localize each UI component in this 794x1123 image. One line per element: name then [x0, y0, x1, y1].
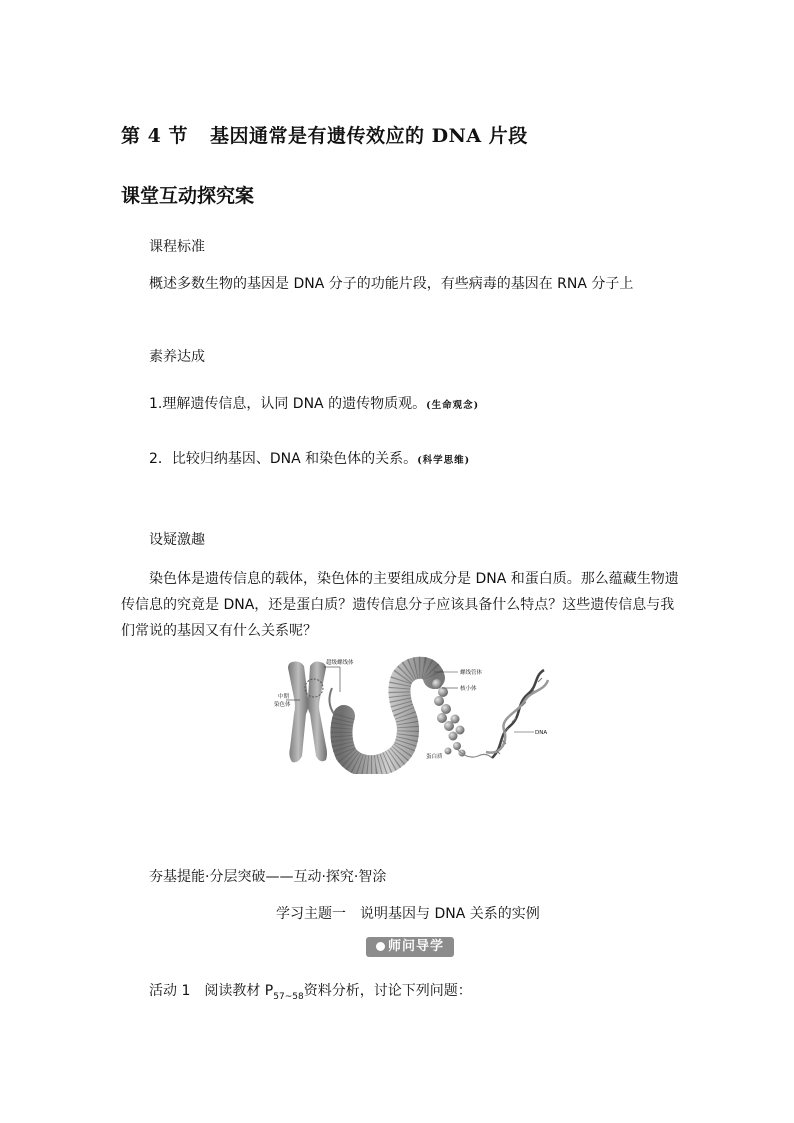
inquiry-heading: 设疑激趣 [149, 532, 205, 548]
literacy-item-2-tag: (科学思维) [417, 455, 471, 466]
badge-icon [376, 942, 385, 951]
label-dna: DNA [535, 730, 548, 736]
teacher-guide-badge [366, 937, 454, 957]
literacy-heading: 素养达成 [149, 349, 205, 365]
activity-suffix: 资料分析，讨论下列问题： [303, 983, 472, 999]
literacy-item-1 [149, 393, 479, 413]
badge-label: 师问导学 [387, 939, 444, 954]
label-solenoid: 螺线管体 [460, 670, 483, 676]
section-bar: 夯基提能·分层突破——互动·探究·智涂 [149, 869, 387, 885]
activity-prefix: 活动 1 阅读教材 P [149, 983, 274, 999]
chromosome-structure-figure [272, 656, 562, 774]
literacy-item-1-text: 1.理解遗传信息，认同 DNA 的遗传物质观。 [149, 396, 427, 412]
course-standard-heading: 课程标准 [149, 239, 205, 255]
topic-heading: 学习主题一 说明基因与 DNA 关系的实例 [276, 906, 540, 922]
metaphase-chromosome [288, 662, 327, 763]
literacy-item-2 [149, 448, 470, 468]
literacy-item-1-tag: (生命观念) [426, 400, 480, 411]
label-metaphase-2: 染色体 [274, 702, 291, 708]
label-metaphase-1: 中期 [278, 694, 290, 700]
label-protein: 蛋白质 [426, 754, 443, 760]
course-standard-text: 概述多数生物的基因是 DNA 分子的功能片段，有些病毒的基因在 RNA 分子上 [149, 276, 634, 292]
activity-1 [149, 980, 472, 1002]
section-title: 基因通常是有遗传效应的 DNA 片段 [209, 125, 528, 147]
inquiry-paragraph: 染色体是遗传信息的载体，染色体的主要组成成分是 DNA 和蛋白质。那么蕴藏生物遗传信息的究竟是 DNA，还是蛋白质？遗传信息分子应该具备什么特点？这些遗传信息与我们常说的基因又有什么关系呢？ [121, 571, 679, 639]
super-helix-coil [329, 668, 434, 767]
label-nucleosome: 核小体 [460, 686, 477, 692]
activity-pages: 57~58 [273, 991, 304, 1002]
section-number: 第 4 节 [121, 125, 188, 147]
page-subtitle: 课堂互动探究案 [121, 185, 255, 207]
page-title [121, 121, 528, 148]
literacy-item-2-text: 2．比较归纳基因、DNA 和染色体的关系。 [149, 451, 418, 467]
label-super-helix: 超级螺线体 [326, 660, 354, 666]
dna-double-helix [486, 670, 548, 758]
